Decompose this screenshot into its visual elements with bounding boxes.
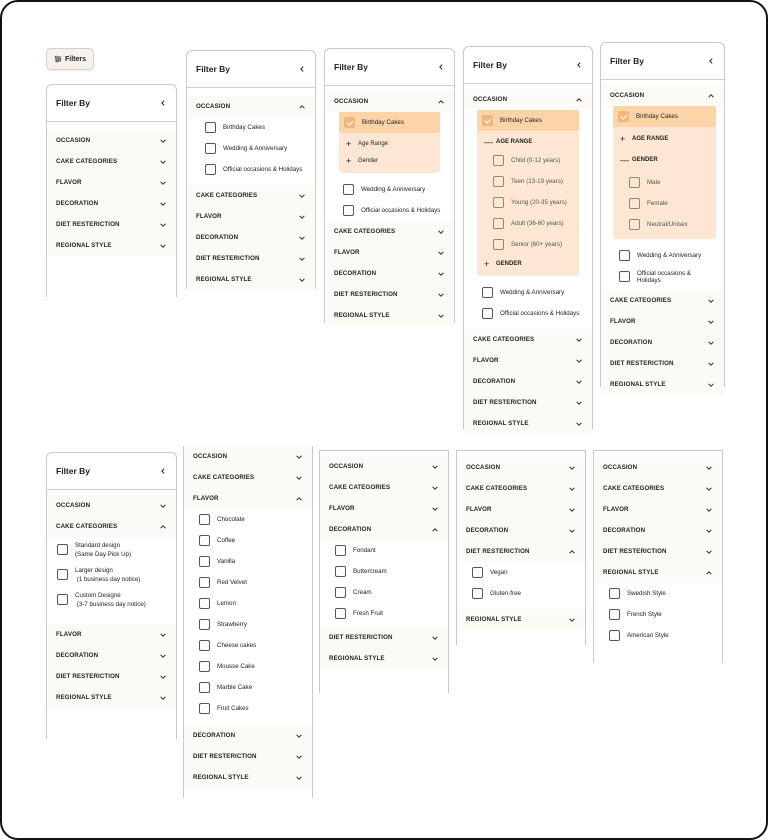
section-flavor[interactable]: FLAVOR (464, 350, 592, 371)
section-cake-categories[interactable]: CAKE CATEGORIES (47, 151, 176, 172)
checkbox[interactable] (199, 640, 210, 651)
chevron-down-icon (705, 464, 713, 472)
option-fondant[interactable]: Fondant (320, 540, 448, 561)
checkbox-checked[interactable] (344, 117, 355, 128)
checkbox[interactable] (472, 567, 483, 578)
section-diet[interactable]: DIET RESTERICTION (325, 284, 454, 305)
option-birthday[interactable]: Birthday Cakes (187, 117, 315, 138)
chevron-down-icon (159, 673, 167, 681)
section-decoration[interactable]: DECORATION (320, 519, 448, 540)
checkbox-checked[interactable] (618, 111, 629, 122)
section-occasion[interactable]: OCCASION (47, 495, 176, 516)
option-strawberry[interactable]: Strawberry (184, 614, 312, 635)
checkbox[interactable] (482, 287, 493, 298)
checkbox[interactable] (619, 250, 630, 261)
panel-title: Filter By (196, 64, 231, 74)
section-decoration[interactable]: DECORATION (325, 263, 454, 284)
chevron-down-icon (159, 652, 167, 660)
chevron-down-icon (431, 505, 439, 513)
chevron-down-icon (295, 732, 303, 740)
option-wedding[interactable]: Wedding & Anniversary (187, 138, 315, 159)
chevron-down-icon (575, 357, 583, 365)
chevron-up-icon (298, 103, 306, 111)
minus-icon: — (620, 155, 629, 165)
checkbox[interactable] (57, 569, 68, 580)
section-decoration[interactable]: DECORATION (594, 520, 722, 541)
panel-regional-open (593, 450, 723, 663)
checkbox[interactable] (493, 176, 504, 187)
chevron-down-icon (707, 297, 715, 305)
chevron-left-icon[interactable] (159, 99, 167, 107)
checkbox[interactable] (609, 630, 620, 641)
section-flavor[interactable]: FLAVOR (187, 206, 315, 227)
option-coffee[interactable]: Coffee (184, 530, 312, 551)
checkbox[interactable] (199, 598, 210, 609)
chevron-down-icon (431, 655, 439, 663)
option-marble-cake[interactable]: Marble Cake (184, 677, 312, 698)
checkbox[interactable] (57, 594, 68, 605)
panel-title: Filter By (56, 466, 91, 476)
option-official[interactable]: Official occasions & Holidays (187, 159, 315, 180)
chevron-left-icon[interactable] (159, 467, 167, 475)
option-fresh-fruit[interactable]: Fresh Fruit (320, 603, 448, 624)
option-official[interactable]: Official occasions & Holidays (601, 266, 724, 287)
chevron-down-icon (575, 378, 583, 386)
checkbox[interactable] (205, 122, 216, 133)
checkbox[interactable] (619, 271, 630, 282)
chevron-down-icon (298, 276, 306, 284)
section-occasion[interactable]: OCCASION (594, 457, 722, 478)
chevron-down-icon (437, 312, 445, 320)
checkbox[interactable] (335, 587, 346, 598)
option-buttercream[interactable]: Buttercream (320, 561, 448, 582)
panel-title: Filter By (610, 56, 645, 66)
option-birthday-selected[interactable]: Birthday Cakes (339, 112, 440, 133)
panel-diet-open (456, 450, 586, 645)
chevron-down-icon (437, 249, 445, 257)
option-gender-female[interactable]: Female (613, 193, 716, 214)
birthday-subfilters (477, 131, 579, 276)
panel-header (464, 47, 592, 84)
option-wedding[interactable]: Wedding & Anniversary (325, 179, 454, 200)
chevron-down-icon (568, 485, 576, 493)
checkbox[interactable] (343, 205, 354, 216)
chevron-down-icon (575, 399, 583, 407)
section-decoration[interactable]: DECORATION (457, 520, 585, 541)
checkbox[interactable] (57, 544, 68, 555)
option-chocolate[interactable]: Chocolate (184, 509, 312, 530)
chevron-down-icon (159, 158, 167, 166)
section-cake-categories[interactable]: CAKE CATEGORIES (47, 516, 176, 537)
section-cake-categories[interactable]: CAKE CATEGORIES (184, 467, 312, 488)
filters-button[interactable] (46, 48, 94, 70)
checkbox[interactable] (199, 682, 210, 693)
chevron-left-icon[interactable] (437, 63, 445, 71)
section-regional[interactable]: REGIONAL STYLE (47, 687, 176, 708)
section-decoration[interactable]: DECORATION (601, 332, 724, 353)
checkbox[interactable] (609, 588, 620, 599)
checkbox[interactable] (493, 239, 504, 250)
option-red-velvet[interactable]: Red Velvet (184, 572, 312, 593)
section-diet[interactable]: DIET RESTERICTION (464, 392, 592, 413)
chevron-down-icon (298, 234, 306, 242)
option-wedding[interactable]: Wedding & Anniversary (464, 282, 592, 303)
chevron-down-icon (575, 336, 583, 344)
subfilter-gender[interactable]: + GENDER (484, 258, 522, 269)
chevron-left-icon[interactable] (575, 61, 583, 69)
chevron-down-icon (437, 228, 445, 236)
checkbox[interactable] (335, 566, 346, 577)
option-vanilla[interactable]: Vanilla (184, 551, 312, 572)
section-diet[interactable]: DIET RESTERICTION (601, 353, 724, 374)
subfilter-age-range[interactable]: — AGE RANGE (484, 136, 533, 147)
chevron-down-icon (298, 213, 306, 221)
section-occasion[interactable]: OCCASION (184, 446, 312, 467)
section-occasion[interactable]: OCCASION (601, 85, 724, 106)
chevron-up-icon (575, 96, 583, 104)
chevron-down-icon (705, 527, 713, 535)
panel-title: Filter By (473, 60, 508, 70)
chevron-down-icon (431, 463, 439, 471)
panel-flavor-open (183, 446, 313, 798)
panel-header (47, 453, 176, 490)
section-diet[interactable]: DIET RESTERICTION (184, 746, 312, 767)
minus-icon: — (484, 136, 493, 147)
section-decoration[interactable]: DECORATION (184, 725, 312, 746)
section-regional[interactable]: REGIONAL STYLE (594, 562, 722, 583)
checkbox[interactable] (205, 164, 216, 175)
panel-header (601, 43, 724, 80)
section-flavor[interactable]: FLAVOR (184, 488, 312, 509)
option-age-senior[interactable]: Senior (60+ years) (477, 234, 579, 255)
section-diet[interactable]: DIET RESTERICTION (457, 541, 585, 562)
option-gender-neutral[interactable]: Neutral/Unisex (613, 214, 716, 235)
filters-label: Filters (64, 55, 86, 63)
chevron-down-icon (159, 631, 167, 639)
checkbox[interactable] (199, 535, 210, 546)
chevron-down-icon (437, 270, 445, 278)
chevron-down-icon (159, 200, 167, 208)
checkbox[interactable] (199, 661, 210, 672)
checkbox[interactable] (199, 577, 210, 588)
checkbox[interactable] (609, 609, 620, 620)
option-gluten-free[interactable]: Gluten-free (457, 583, 585, 604)
chevron-down-icon (159, 179, 167, 187)
option-lemon[interactable]: Lemon (184, 593, 312, 614)
panel-cake-categories-open (46, 452, 177, 739)
checkbox[interactable] (343, 184, 354, 195)
subfilter-age-range[interactable]: + Age Range (346, 138, 389, 149)
option-gender-male[interactable]: Male (613, 172, 716, 193)
chevron-down-icon (575, 420, 583, 428)
checkbox[interactable] (199, 619, 210, 630)
plus-icon: + (346, 155, 352, 166)
subfilter-gender[interactable]: + Gender (346, 155, 379, 166)
section-occasion[interactable]: OCCASION (457, 457, 585, 478)
section-flavor[interactable]: FLAVOR (320, 498, 448, 519)
chevron-down-icon (159, 137, 167, 145)
chevron-down-icon (295, 753, 303, 761)
panel-header (187, 51, 315, 88)
section-flavor[interactable]: FLAVOR (601, 311, 724, 332)
plus-icon: + (620, 133, 626, 144)
section-cake-categories[interactable]: CAKE CATEGORIES (187, 185, 315, 206)
chevron-down-icon (298, 255, 306, 263)
section-diet[interactable]: DIET RESTERICTION (47, 666, 176, 687)
checkbox[interactable] (472, 588, 483, 599)
section-regional[interactable]: REGIONAL STYLE (601, 374, 724, 395)
section-regional[interactable]: REGIONAL STYLE (47, 235, 176, 256)
section-cake-categories[interactable]: CAKE CATEGORIES (457, 478, 585, 499)
section-occasion[interactable]: OCCASION (47, 130, 176, 151)
panel-decoration-open (319, 450, 449, 693)
checkbox[interactable] (199, 556, 210, 567)
chevron-down-icon (159, 221, 167, 229)
checkbox[interactable] (629, 219, 640, 230)
chevron-down-icon (431, 484, 439, 492)
section-regional[interactable]: REGIONAL STYLE (457, 609, 585, 630)
chevron-up-icon (705, 569, 713, 577)
panel-header (47, 85, 176, 122)
checkbox[interactable] (199, 703, 210, 714)
chevron-down-icon (568, 464, 576, 472)
section-occasion[interactable]: OCCASION (464, 89, 592, 110)
section-cake-categories[interactable]: CAKE CATEGORIES (325, 221, 454, 242)
checkbox[interactable] (629, 198, 640, 209)
panel-age-range-open (463, 46, 593, 429)
option-larger-design[interactable]: Larger design (1 business day notice) (47, 562, 176, 587)
chevron-up-icon (159, 523, 167, 531)
chevron-down-icon (568, 616, 576, 624)
checkbox[interactable] (493, 197, 504, 208)
section-diet[interactable]: DIET RESTERICTION (320, 627, 448, 648)
plus-icon: + (484, 258, 490, 269)
section-decoration[interactable]: DECORATION (47, 645, 176, 666)
option-swedish[interactable]: Swedish Style (594, 583, 722, 604)
checkbox[interactable] (629, 177, 640, 188)
section-flavor[interactable]: FLAVOR (457, 499, 585, 520)
section-occasion[interactable]: OCCASION (320, 456, 448, 477)
section-regional[interactable]: REGIONAL STYLE (187, 269, 315, 290)
option-fruit-cakes[interactable]: Fruit Cakes (184, 698, 312, 719)
panel-title: Filter By (334, 62, 369, 72)
panel-occasion-open (186, 50, 316, 289)
checkbox[interactable] (493, 218, 504, 229)
section-occasion[interactable]: OCCASION (325, 91, 454, 112)
checkbox[interactable] (335, 545, 346, 556)
option-standard-design[interactable]: Standard design (Same Day Pick Up) (47, 537, 176, 562)
chevron-down-icon (295, 474, 303, 482)
option-vegan[interactable]: Vegan (457, 562, 585, 583)
panel-gender-open (600, 42, 725, 387)
option-age-teen[interactable]: Teen (13-19 years) (477, 171, 579, 192)
panel-collapsed (46, 84, 177, 297)
option-age-adult[interactable]: Adult (36-60 years) (477, 213, 579, 234)
chevron-down-icon (159, 694, 167, 702)
chevron-down-icon (159, 242, 167, 250)
sliders-icon (54, 55, 62, 63)
subfilter-age-range[interactable]: + AGE RANGE (620, 133, 669, 144)
chevron-down-icon (431, 634, 439, 642)
chevron-up-icon (568, 548, 576, 556)
birthday-subfilters (339, 133, 440, 173)
chevron-up-icon (707, 92, 715, 100)
section-regional[interactable]: REGIONAL STYLE (464, 413, 592, 434)
section-flavor[interactable]: FLAVOR (47, 172, 176, 193)
checkbox[interactable] (335, 608, 346, 619)
option-cheese-cakes[interactable]: Cheese cakes (184, 635, 312, 656)
option-cream[interactable]: Cream (320, 582, 448, 603)
section-flavor[interactable]: FLAVOR (47, 624, 176, 645)
chevron-up-icon (295, 495, 303, 503)
chevron-down-icon (298, 192, 306, 200)
section-diet[interactable]: DIET RESTERICTION (594, 541, 722, 562)
checkbox[interactable] (199, 514, 210, 525)
chevron-left-icon[interactable] (707, 57, 715, 65)
chevron-down-icon (707, 360, 715, 368)
checkbox[interactable] (205, 143, 216, 154)
plus-icon: + (346, 138, 352, 149)
section-occasion[interactable]: OCCASION (187, 96, 315, 117)
chevron-left-icon[interactable] (298, 65, 306, 73)
option-wedding[interactable]: Wedding & Anniversary (601, 245, 724, 266)
chevron-down-icon (568, 527, 576, 535)
option-age-young[interactable]: Young (20-35 years) (477, 192, 579, 213)
section-diet[interactable]: DIET RESTERICTION (187, 248, 315, 269)
section-regional[interactable]: REGIONAL STYLE (325, 305, 454, 326)
chevron-down-icon (295, 774, 303, 782)
chevron-down-icon (705, 548, 713, 556)
checkbox[interactable] (482, 308, 493, 319)
option-custom-design[interactable]: Custom Designe (3-7 business day notice) (47, 587, 176, 612)
option-french[interactable]: French Style (594, 604, 722, 625)
section-regional[interactable]: REGIONAL STYLE (320, 648, 448, 669)
chevron-down-icon (707, 318, 715, 326)
subfilter-gender[interactable]: — GENDER (620, 155, 658, 165)
option-mousse-cake[interactable]: Mousse Cake (184, 656, 312, 677)
section-cake-categories[interactable]: CAKE CATEGORIES (601, 290, 724, 311)
option-official[interactable]: Official occasions & Holidays (464, 303, 592, 324)
chevron-down-icon (707, 339, 715, 347)
chevron-down-icon (295, 453, 303, 461)
chevron-up-icon (437, 98, 445, 106)
section-cake-categories[interactable]: CAKE CATEGORIES (594, 478, 722, 499)
section-decoration[interactable]: DECORATION (47, 193, 176, 214)
option-official[interactable]: Official occasions & Holidays (325, 200, 454, 221)
option-age-child[interactable]: Child (0-12 years) (477, 150, 579, 171)
panel-title: Filter By (56, 98, 91, 108)
checkbox-checked[interactable] (482, 115, 493, 126)
option-american[interactable]: American Style (594, 625, 722, 646)
chevron-down-icon (705, 485, 713, 493)
chevron-down-icon (705, 506, 713, 514)
section-diet[interactable]: DIET RESTERICTION (47, 214, 176, 235)
chevron-down-icon (707, 381, 715, 389)
panel-header (325, 49, 454, 86)
section-decoration[interactable]: DECORATION (187, 227, 315, 248)
section-decoration[interactable]: DECORATION (464, 371, 592, 392)
birthday-subfilters (613, 127, 716, 239)
option-birthday-selected[interactable]: Birthday Cakes (477, 110, 579, 131)
section-regional[interactable]: REGIONAL STYLE (184, 767, 312, 788)
section-cake-categories[interactable]: CAKE CATEGORIES (320, 477, 448, 498)
section-cake-categories[interactable]: CAKE CATEGORIES (464, 329, 592, 350)
chevron-down-icon (159, 502, 167, 510)
option-birthday-selected[interactable]: Birthday Cakes (613, 106, 716, 127)
panel-birthday-selected (324, 48, 455, 323)
chevron-down-icon (437, 291, 445, 299)
chevron-down-icon (568, 506, 576, 514)
section-flavor[interactable]: FLAVOR (325, 242, 454, 263)
section-flavor[interactable]: FLAVOR (594, 499, 722, 520)
chevron-up-icon (431, 526, 439, 534)
checkbox[interactable] (493, 155, 504, 166)
